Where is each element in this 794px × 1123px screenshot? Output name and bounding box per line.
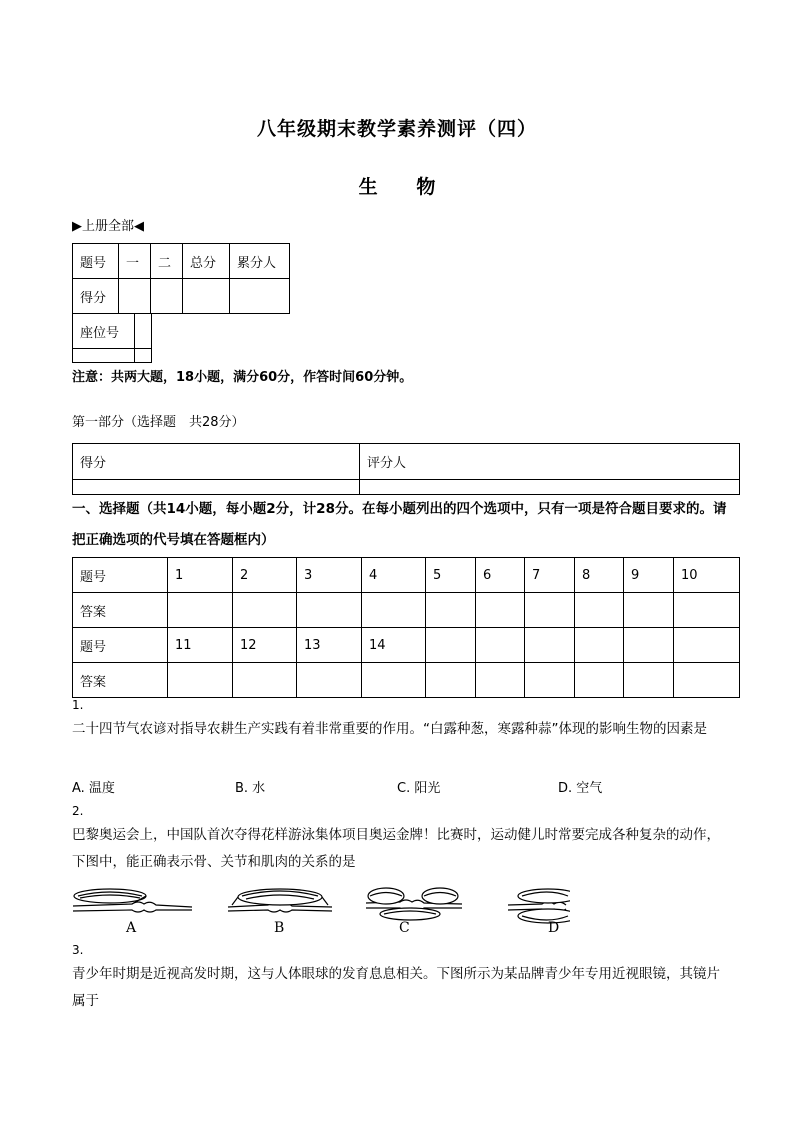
answer-cell[interactable] (426, 593, 476, 628)
section-heading: 一、选择题（共14小题，每小题2分，计28分。在每小题列出的四个选项中，只有一项是符合题目要求的。请把正确选项的代号填在答题框内） (72, 501, 727, 548)
seat-entry-cell[interactable] (73, 349, 135, 363)
table-cell: 5 (426, 558, 476, 593)
subject-title (0, 172, 794, 199)
part1-score-table (72, 443, 740, 495)
answer-cell[interactable] (476, 593, 525, 628)
part1-title: 第一部分（选择题 共28分） (72, 415, 245, 430)
table-cell: 14 (362, 628, 426, 663)
question-text: 二十四节气农谚对指导农耕生产实践有着非常重要的作用。“白露种葱，寒露种蒜”体现的影响生物的因素是 (72, 721, 707, 737)
answer-cell[interactable] (575, 593, 624, 628)
answer-cell[interactable] (297, 663, 362, 698)
table-row (73, 628, 740, 663)
option-c: C. 阳光 (397, 781, 441, 796)
table-row (73, 444, 740, 480)
answer-cell (674, 663, 740, 698)
muscle-joint-figure (70, 880, 570, 936)
figure-label: B (274, 920, 285, 936)
figure-label: C (399, 920, 410, 936)
answer-cell[interactable] (297, 593, 362, 628)
figure-label: A (126, 920, 137, 936)
answer-cell[interactable] (168, 663, 233, 698)
question-text: 青少年时期是近视高发时期，这与人体眼球的发育息息相关。下图所示为某品牌青少年专用近视眼镜，其镜片属于 (72, 966, 720, 1009)
seat-entry-cell[interactable] (135, 314, 152, 349)
table-cell: 二 (151, 244, 183, 279)
subject-char: 生 (358, 176, 378, 198)
answer-cell (476, 663, 525, 698)
answer-cell (525, 663, 575, 698)
seat-entry-cell[interactable] (135, 349, 152, 363)
table-row (73, 279, 290, 314)
table-cell: 题号 (73, 628, 168, 663)
question-text: 巴黎奥运会上，中国队首次夺得花样游泳集体项目奥运金牌！比赛时，运动健儿时常要完成各种复杂的动作，下图中，能正确表示骨、关节和肌肉的关系的是 (72, 827, 720, 870)
table-cell: 8 (575, 558, 624, 593)
answer-cell[interactable] (233, 593, 297, 628)
answer-cell[interactable] (624, 593, 674, 628)
table-row (73, 558, 740, 593)
answer-cell[interactable] (362, 593, 426, 628)
table-row (73, 349, 152, 363)
figure-option-a (73, 889, 192, 912)
answer-cell (575, 663, 624, 698)
option-b: B. 水 (235, 781, 266, 796)
answer-table (72, 557, 740, 698)
table-cell: 总分 (183, 244, 230, 279)
table-cell: 7 (525, 558, 575, 593)
table-cell: 12 (233, 628, 297, 663)
option-d: D. 空气 (558, 781, 603, 796)
question-number: 2. (72, 804, 84, 818)
notice-text: 注意：共两大题，18小题，满分60分，作答时间60分钟。 (72, 370, 413, 385)
table-cell (575, 628, 624, 663)
table-cell: 11 (168, 628, 233, 663)
table-cell (476, 628, 525, 663)
table-cell: 2 (233, 558, 297, 593)
table-cell: 评分人 (360, 444, 740, 480)
subject-char: 物 (416, 176, 436, 198)
table-cell: 答案 (73, 593, 168, 628)
table-cell: 1 (168, 558, 233, 593)
table-cell: 10 (674, 558, 740, 593)
score-entry-cell[interactable] (119, 279, 151, 314)
score-entry-cell[interactable] (230, 279, 290, 314)
score-entry-cell[interactable] (183, 279, 230, 314)
table-cell: 6 (476, 558, 525, 593)
question-number: 3. (72, 943, 84, 957)
figure-option-c (366, 888, 462, 920)
score-table (72, 243, 290, 314)
table-cell: 得分 (73, 444, 360, 480)
answer-cell[interactable] (168, 593, 233, 628)
figure-label: D (548, 920, 560, 936)
figure-option-b (228, 889, 332, 912)
seat-table (72, 313, 152, 363)
table-row (73, 593, 740, 628)
table-cell: 13 (297, 628, 362, 663)
table-cell: 一 (119, 244, 151, 279)
table-row (73, 480, 740, 495)
question-number: 1. (72, 698, 84, 712)
table-cell: 题号 (73, 244, 119, 279)
table-cell: 答案 (73, 663, 168, 698)
scope-label: ▶上册全部◀ (72, 219, 144, 234)
table-cell (426, 628, 476, 663)
table-cell: 9 (624, 558, 674, 593)
answer-cell[interactable] (362, 663, 426, 698)
exam-title: 八年级期末教学素养测评（四） (256, 118, 537, 140)
answer-cell (624, 663, 674, 698)
figure-option-d (508, 889, 570, 923)
table-row (73, 663, 740, 698)
score-entry-cell[interactable] (73, 480, 360, 495)
table-cell: 题号 (73, 558, 168, 593)
table-cell: 4 (362, 558, 426, 593)
answer-cell[interactable] (525, 593, 575, 628)
answer-cell[interactable] (674, 593, 740, 628)
table-cell: 座位号 (73, 314, 135, 349)
table-row (73, 244, 290, 279)
table-cell (674, 628, 740, 663)
answer-cell[interactable] (233, 663, 297, 698)
score-entry-cell[interactable] (151, 279, 183, 314)
table-cell: 得分 (73, 279, 119, 314)
answer-cell (426, 663, 476, 698)
table-row (73, 314, 152, 349)
option-a: A. 温度 (72, 781, 115, 796)
table-cell (624, 628, 674, 663)
table-cell: 3 (297, 558, 362, 593)
grader-entry-cell[interactable] (360, 480, 740, 495)
table-cell (525, 628, 575, 663)
table-cell: 累分人 (230, 244, 290, 279)
